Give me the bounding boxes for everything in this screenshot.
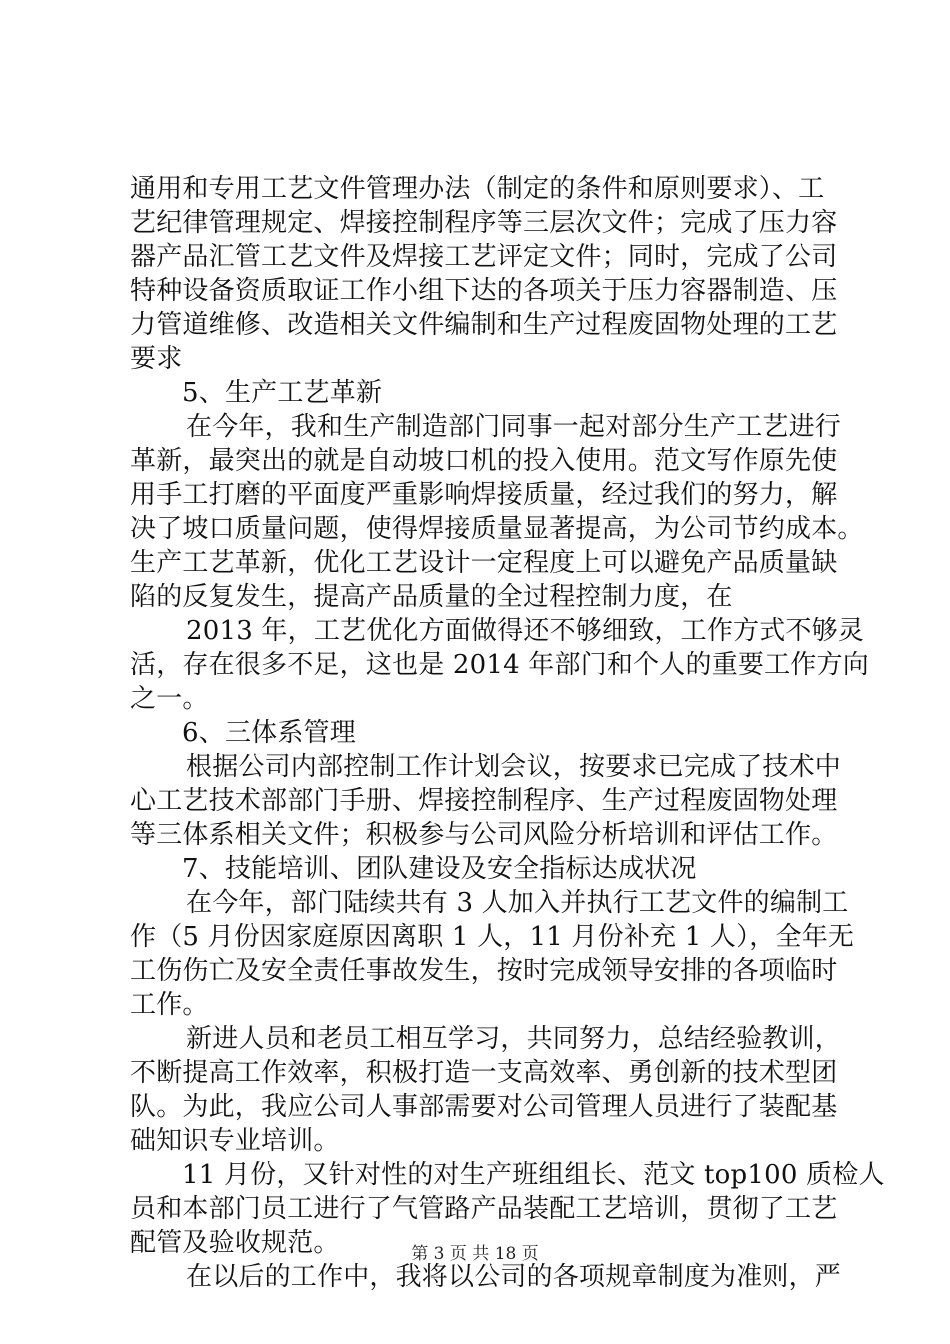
document-body [130, 172, 885, 1294]
paragraph-start: 在今年，部门陆续共有 3 人加入并执行工艺文件的编制工 [186, 888, 849, 918]
paragraph-start: 新进人员和老员工相互学习，共同努力，总结经验教训， [186, 1024, 842, 1054]
text-line: 器产品汇管工艺文件及焊接工艺评定文件；同时，完成了公司 [130, 242, 838, 272]
text-line: 工作。 [130, 990, 209, 1020]
section-heading-6: 6、三体系管理 [182, 718, 356, 748]
text-line: 艺纪律管理规定、焊接控制程序等三层次文件；完成了压力容 [130, 208, 838, 238]
text-line: 决了坡口质量问题，使得焊接质量显著提高，为公司节约成本。 [130, 514, 864, 544]
text-line: 陷的反复发生，提高产品质量的全过程控制力度，在 [130, 582, 733, 612]
paragraph-start: 11 月份，又针对性的对生产班组组长、范文 top100 质检人 [182, 1160, 885, 1190]
paragraph-start: 2013 年，工艺优化方面做得还不够细致，工作方式不够灵 [186, 616, 865, 646]
paragraph-start: 根据公司内部控制工作计划会议，按要求已完成了技术中 [186, 752, 842, 782]
text-line: 等三体系相关文件；积极参与公司风险分析培训和评估工作。 [130, 820, 838, 850]
text-line: 配管及验收规范。 [130, 1228, 340, 1258]
text-line: 础知识专业培训。 [130, 1126, 340, 1156]
text-line: 特种设备资质取证工作小组下达的各项关于压力容器制造、压 [130, 276, 838, 306]
paragraph-start: 在以后的工作中，我将以公司的各项规章制度为准则，严 [186, 1262, 842, 1292]
text-line: 之一。 [130, 684, 209, 714]
text-line: 力管道维修、改造相关文件编制和生产过程废固物处理的工艺 [130, 310, 838, 340]
page-number-footer: 第 3 页 共 18 页 [411, 1244, 539, 1264]
section-heading-7: 7、技能培训、团队建设及安全指标达成状况 [182, 854, 697, 884]
section-heading-5: 5、生产工艺革新 [182, 378, 383, 408]
text-line: 用手工打磨的平面度严重影响焊接质量，经过我们的努力，解 [130, 480, 838, 510]
text-line: 不断提高工作效率，积极打造一支高效率、勇创新的技术型团 [130, 1058, 838, 1088]
paragraph-start: 在今年，我和生产制造部门同事一起对部分生产工艺进行 [186, 412, 842, 442]
text-line: 作（5 月份因家庭原因离职 1 人，11 月份补充 1 人），全年无 [130, 922, 855, 952]
text-line: 活，存在很多不足，这也是 2014 年部门和个人的重要工作方向 [130, 650, 869, 680]
text-line: 生产工艺革新，优化工艺设计一定程度上可以避免产品质量缺 [130, 548, 838, 578]
text-line: 工伤伤亡及安全责任事故发生，按时完成领导安排的各项临时 [130, 956, 838, 986]
text-line: 要求 [130, 344, 183, 374]
text-line: 心工艺技术部部门手册、焊接控制程序、生产过程废固物处理 [130, 786, 838, 816]
text-line: 革新，最突出的就是自动坡口机的投入使用。范文写作原先使 [130, 446, 838, 476]
text-line: 通用和专用工艺文件管理办法（制定的条件和原则要求）、工 [130, 174, 825, 204]
text-line: 员和本部门员工进行了气管路产品装配工艺培训，贯彻了工艺 [130, 1194, 838, 1224]
text-line: 队。为此，我应公司人事部需要对公司管理人员进行了装配基 [130, 1092, 838, 1122]
